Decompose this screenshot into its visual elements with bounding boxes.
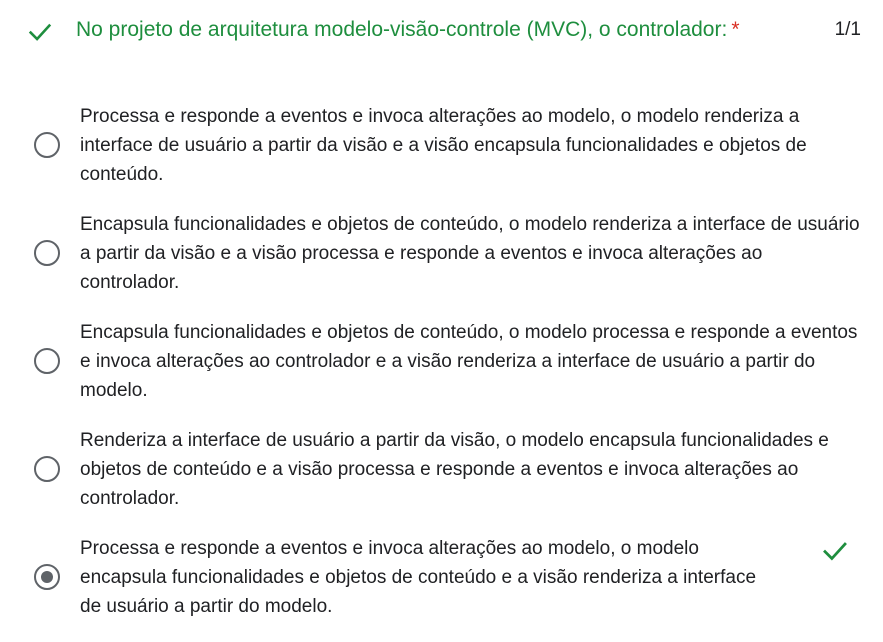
required-mark: * xyxy=(731,18,740,41)
option-3[interactable] xyxy=(0,318,883,426)
option-text: Renderiza a interface de usuário a partir da visão, o modelo encapsula funcionalidades e objetos de conteúdo e a visão processa e responde a eventos e invoca alterações ao controlador. xyxy=(80,430,829,509)
option-1[interactable] xyxy=(0,102,883,210)
score: 1/1 xyxy=(834,19,861,40)
radio-button[interactable] xyxy=(34,456,60,482)
option-text: Encapsula funcionalidades e objetos de conteúdo, o modelo processa e responde a eventos e invoca alterações ao controlador e a visão renderiza a interface de usuário a partir do modelo. xyxy=(80,322,858,401)
question-title xyxy=(76,15,740,45)
checkmark-icon xyxy=(26,18,54,46)
question-header xyxy=(0,0,883,64)
radio-button[interactable] xyxy=(34,240,60,266)
radio-button-selected[interactable] xyxy=(34,564,60,590)
option-4[interactable] xyxy=(0,426,883,534)
radio-button[interactable] xyxy=(34,348,60,374)
option-text: Processa e responde a eventos e invoca alterações ao modelo, o modelo renderiza a interface de usuário a partir da visão e a visão encapsula funcionalidades e objetos de conteúdo. xyxy=(80,106,807,185)
radio-button[interactable] xyxy=(34,132,60,158)
option-text: Processa e responde a eventos e invoca alterações ao modelo, o modelo encapsula funcionalidades e objetos de conteúdo e a visão renderiza a interface de usuário a partir do modelo. xyxy=(80,538,757,617)
option-text: Encapsula funcionalidades e objetos de conteúdo, o modelo renderiza a interface de usuário a partir da visão e a visão processa e responde a eventos e invoca alterações ao controlador. xyxy=(80,214,860,293)
option-5[interactable] xyxy=(0,534,883,642)
radio-dot xyxy=(41,571,53,583)
question-text: No projeto de arquitetura modelo-visão-controle (MVC), o controlador: xyxy=(76,18,728,41)
correct-answer-checkmark-icon xyxy=(820,536,850,566)
option-2[interactable] xyxy=(0,210,883,318)
options-list xyxy=(0,102,883,642)
